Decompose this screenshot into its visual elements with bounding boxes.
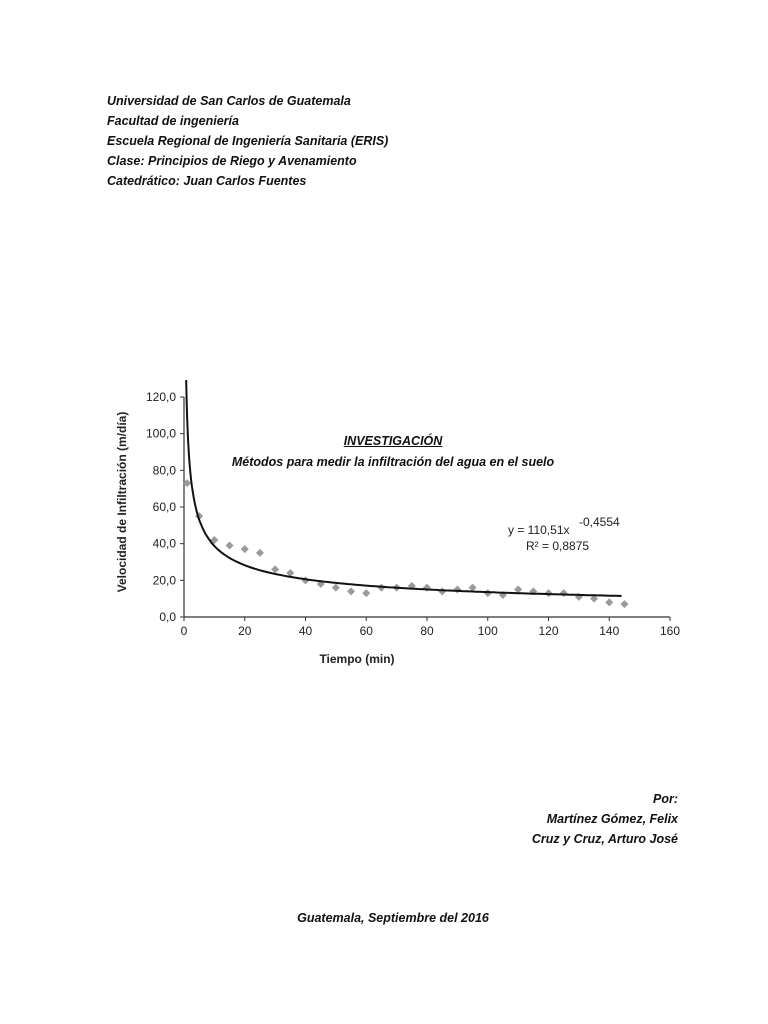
y-tick-label: 20,0 [152,573,176,588]
university-name: Universidad de San Carlos de Guatemala [107,94,351,108]
title-heading: INVESTIGACIÓN [343,434,443,448]
data-point [347,587,355,595]
place-date: Guatemala, Septiembre del 2016 [297,911,489,925]
infiltration-chart-svg [100,380,700,670]
data-point [332,584,340,592]
r-squared-label: R² = 0,8875 [526,539,590,553]
x-tick-label: 80 [420,624,434,638]
x-tick-label: 100 [477,624,498,638]
y-axis-title: Velocidad de Infiltración (m/día) [115,411,129,593]
data-point [453,586,461,594]
x-tick-label: 0 [180,624,188,638]
y-tick-label: 40,0 [152,536,176,551]
faculty-name: Facultad de ingeniería [107,114,239,128]
professor-name: Catedrático: Juan Carlos Fuentes [107,174,307,188]
data-point [241,545,249,553]
data-point [226,542,234,550]
y-tick-label: 100,0 [145,426,176,441]
y-tick-label: 0,0 [159,610,176,624]
institution-header [107,91,388,191]
data-point [620,600,628,608]
y-tick-label: 60,0 [152,500,176,514]
y-tick-label: 80,0 [152,463,176,478]
x-tick-label: 20 [238,624,252,638]
trend-equation: y = 110,51x [508,523,570,537]
authors-label: Por: [653,792,678,806]
x-tick-label: 160 [659,624,681,638]
school-name: Escuela Regional de Ingeniería Sanitaria (ERIS) [107,134,389,148]
x-tick-label: 140 [599,624,620,638]
data-point [256,549,264,557]
y-tick-label: 120,0 [145,390,176,404]
data-point [605,598,613,606]
trend-line [186,380,622,596]
author-name: Cruz y Cruz, Arturo José [531,832,678,846]
infiltration-chart [100,380,700,670]
x-tick-label: 40 [298,624,313,638]
document-title [0,431,768,473]
class-name: Clase: Principios de Riego y Avenamiento [107,154,357,168]
authors-block [532,789,678,849]
data-point [271,565,279,573]
title-subtitle: Métodos para medir la infiltración del agua en el suelo [231,455,555,469]
x-tick-label: 60 [359,624,373,638]
x-tick-label: 120 [538,624,559,638]
author-name: Martínez Gómez, Felix [546,812,678,826]
data-point [362,589,370,597]
trend-exponent: -0,4554 [579,515,620,529]
data-point [560,589,568,597]
x-axis-title: Tiempo (min) [319,652,395,666]
